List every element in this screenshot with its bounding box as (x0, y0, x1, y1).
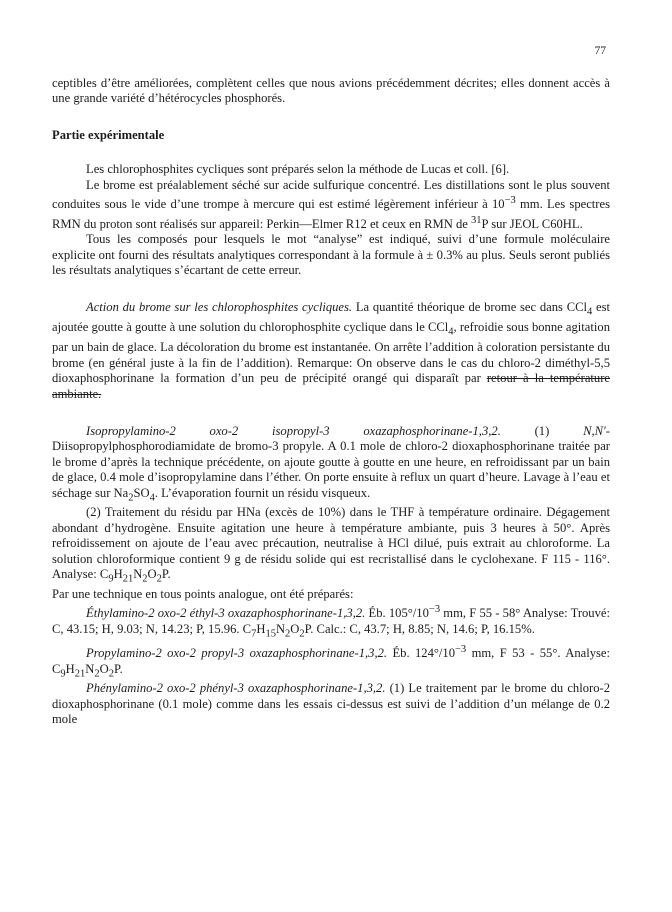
compound-title: Éthylamino-2 oxo-2 éthyl-3 oxazaphosphorinane-1,3,2. (86, 606, 366, 621)
paragraph-analyse: Tous les composés pour lesquels le mot “analyse” est indiqué, suivi d’une formule moléculaire explicite ont fourni des résultats analytiques correspondant à la formule à ± 0.3% au plus. Seuls seront publiés les résultats analytiques s’écartant de cette erreur. (52, 232, 610, 278)
paragraph-action-brome: Action du brome sur les chlorophosphites cycliques. La quantité théorique de brome sec dans CCl$_4$ est ajoutée goutte à goutte à une solution du chlorophosphite cyclique dans le CCl$_4$, refroidie sous bonne agitation par un bain de glace. La décoloration du brome est instantanée. On arrête l’addition à coloration persistante du brome (en général juste à la fin de l’addition). Remarque: On observe dans le cas du chloro-2 diméthyl-5,5 dioxaphosphorinane la formation d’un peu de précipité orangé qui disparaît par retour à la température ambiante. (52, 300, 611, 401)
section-heading: Partie expérimentale (52, 127, 165, 142)
paragraph-phenylamino: Phénylamino-2 oxo-2 phényl-3 oxazaphosphorinane-1,3,2. (1) Le traitement par le brome du chloro-2 dioxaphosphorinane (0.1 mole) comme dans les essais ci-dessus est suivi de l’addition d’un mélange de 0.2 mole (52, 681, 610, 727)
paragraph-chlorophosphites: Les chlorophosphites cycliques sont préparés selon la méthode de Lucas et coll. [6]. (86, 162, 510, 177)
compound-title: Isopropylamino-2 oxo-2 isopropyl-3 oxazaphosphorinane-1,3,2. (86, 423, 501, 438)
paragraph-isopropylamino: Isopropylamino-2 oxo-2 isopropyl-3 oxazaphosphorinane-1,3,2. (1) N,N′-Diisopropylphosphorodiamidate de bromo-3 propyle. A 0.1 mole de chloro-2 dioxaphosphorinane traitée par le brome d’après la technique précédente, on ajoute goutte à goutte en une heure, en refroidissant par un bain de glace, 0.4 mole d’isopropylamine dans l’éther. On porte ensuite à reflux un quart d’heure. Lavage à l’eau et séchage sur $Na_2SO_4$. L’évaporation fournit un résidu visqueux. (52, 423, 610, 504)
paragraph-propylamino: Propylamino-2 oxo-2 propyl-3 oxazaphosphorinane-1,3,2. Éb. $124^\circ/10^{-3}$ mm, F 53 - 55°. Analyse: $C_9H_{21}N_2O_2P$. (52, 643, 610, 680)
compound-title: Phénylamino-2 oxo-2 phényl-3 oxazaphosphorinane-1,3,2. (86, 681, 386, 696)
intro-paragraph: ceptibles d’être améliorées, complètent celles que nous avions précédemment décrites; elles donnent accès à une grande variété d’hétérocycles phosphorés. (52, 76, 610, 106)
paragraph-analogues: Par une technique en tous points analogue, ont été préparés: (52, 587, 354, 601)
page-number: 77 (594, 45, 606, 57)
paragraph-traitement: (2) Traitement du résidu par HNa (excès de 10%) dans le THF à température ordinaire. Dégagement abondant d’hydrogène. Ensuite agitation une heure à température ambiante, puis 3 heures à 50°. Après refroidissement on ajoute de l’eau avec précaution, neutralise à HCl dilué, puis extrait au chloroforme. La solution chloroformique contient 9 g de résidu solide qui est recristallisé dans le cyclohexane. F 115 - 116°. Analyse: $C_9H_{21}N_2O_2P$. (52, 505, 610, 585)
paragraph-brome: Le brome est préalablement séché sur acide sulfurique concentré. Les distillations sont le plus souvent conduites sous le vide d’une trompe à mercure qui est estimé légèrement inférieur à $10^{-3}$ mm. Les spectres RMN du proton sont réalisés sur appareil: Perkin—Elmer R12 et ceux en RMN de $^{31}$P sur JEOL C60HL. (52, 177, 610, 231)
paragraph-ethylamino: Éthylamino-2 oxo-2 éthyl-3 oxazaphosphorinane-1,3,2. Éb. $105^\circ/10^{-3}$ mm, F 55 - 58° Analyse: Trouvé: C, 43.15; H, 9.03; N, 14.23; P, 15.96. $C_7H_{15}N_2O_2P$. Calc.: C, 43.7; H, 8.85; N, 14.6; P, 16.15%. (52, 604, 610, 640)
procedure-title: Action du brome sur les chlorophosphites cycliques. (86, 300, 353, 315)
compound-title: Propylamino-2 oxo-2 propyl-3 oxazaphosphorinane-1,3,2. (86, 646, 388, 661)
